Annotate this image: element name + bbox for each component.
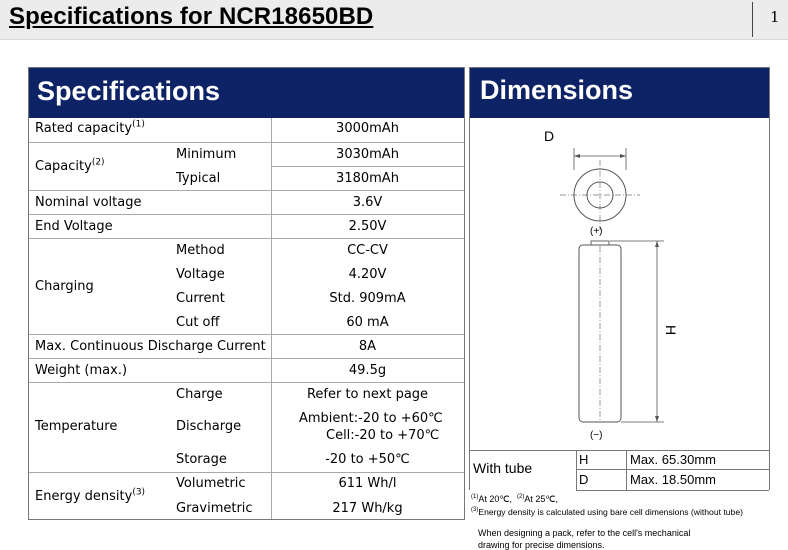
- end-voltage-value: 2.50V: [348, 219, 387, 234]
- row-divider: [29, 238, 464, 239]
- weight-label: Weight (max.): [35, 363, 128, 378]
- row-divider: [29, 382, 464, 383]
- charging-label: Charging: [35, 279, 94, 294]
- charging-current-label: Current: [176, 291, 225, 306]
- footnote-3: $^{(3)}$Energy density is calculated using bare cell dimensions (without tube): [471, 507, 743, 517]
- subrow-divider: [271, 166, 464, 167]
- nominal-voltage-label: Nominal voltage: [35, 195, 142, 210]
- h-arrowhead-top: [655, 241, 659, 247]
- row-divider: [29, 214, 464, 215]
- energy-volumetric-value: 611 Wh/l: [338, 476, 397, 491]
- tube-table-divider-1: [576, 450, 577, 491]
- energy-density-label: Energy density$^{(3)}$: [35, 487, 146, 504]
- charging-cutoff-label: Cut off: [176, 315, 220, 330]
- title-divider: [752, 2, 753, 37]
- positive-terminal-cap: [591, 241, 609, 245]
- capacity-typical-label: Typical: [176, 171, 221, 186]
- h-key: H: [579, 452, 589, 467]
- row-divider: [29, 142, 464, 143]
- tube-table-divider-2: [626, 450, 627, 491]
- temperature-label: Temperature: [35, 419, 118, 434]
- title-bar: [0, 0, 788, 40]
- dimensions-header: [470, 68, 769, 118]
- energy-gravimetric-value: 217 Wh/kg: [332, 501, 403, 516]
- charging-method-value: CC-CV: [347, 243, 388, 258]
- row-divider: [29, 334, 464, 335]
- dimensions-panel: [469, 67, 770, 490]
- with-tube-label: With tube: [473, 460, 533, 476]
- negative-terminal-label: (−): [590, 430, 603, 441]
- rated-capacity-value: 3000mAh: [336, 121, 399, 136]
- charging-voltage-label: Voltage: [176, 267, 225, 282]
- h-label: H: [663, 325, 679, 336]
- row-divider: [29, 190, 464, 191]
- temperature-discharge-label: Discharge: [176, 419, 242, 434]
- capacity-minimum-value: 3030mAh: [336, 147, 399, 162]
- page-title: Specifications for NCR18650BD: [9, 3, 374, 30]
- d-value: Max. 18.50mm: [630, 472, 716, 487]
- temperature-charge-value: Refer to next page: [306, 387, 429, 402]
- capacity-minimum-label: Minimum: [176, 147, 237, 162]
- rated-capacity-label: Rated capacity$^{(1)}$: [35, 119, 145, 136]
- capacity-label: Capacity$^{(2)}$: [35, 157, 105, 174]
- tube-table-bottom-border: [576, 490, 769, 491]
- temperature-storage-label: Storage: [176, 452, 227, 467]
- tube-table-top-border: [470, 450, 769, 451]
- capacity-typical-value: 3180mAh: [336, 171, 399, 186]
- specifications-header: [29, 68, 464, 118]
- energy-volumetric-label: Volumetric: [176, 476, 246, 491]
- page-number: 1: [770, 8, 780, 26]
- positive-terminal-label: (+): [590, 226, 603, 237]
- charging-voltage-value: 4.20V: [348, 267, 387, 282]
- temperature-charge-label: Charge: [176, 387, 223, 402]
- dimensions-heading: Dimensions: [480, 75, 634, 105]
- row-divider: [29, 472, 464, 473]
- footnote-1-2: $^{(1)}$At 20℃, $^{(2)}$At 25℃,: [471, 494, 558, 504]
- charging-current-value: Std. 909mA: [329, 291, 406, 306]
- h-value: Max. 65.30mm: [630, 452, 716, 467]
- d-arrowhead-right: [620, 154, 626, 158]
- max-discharge-value: 8A: [358, 339, 377, 354]
- row-divider: [29, 358, 464, 359]
- tube-table-mid-border: [576, 469, 769, 470]
- cell-drawing: [470, 118, 769, 450]
- d-key: D: [579, 472, 589, 487]
- specifications-heading: Specifications: [37, 76, 221, 106]
- temperature-discharge-cell: Cell:-20 to +70℃: [326, 428, 440, 443]
- charging-method-label: Method: [176, 243, 225, 258]
- h-arrowhead-bottom: [655, 416, 659, 422]
- d-arrowhead-left: [574, 154, 580, 158]
- weight-value: 49.5g: [348, 363, 387, 378]
- max-discharge-label: Max. Continuous Discharge Current: [35, 339, 266, 354]
- charging-cutoff-value: 60 mA: [346, 315, 389, 330]
- design-note-line-1: When designing a pack, refer to the cell's mechanical: [478, 528, 691, 538]
- design-note-line-2: drawing for precise dimensions.: [478, 540, 605, 550]
- end-voltage-label: End Voltage: [35, 219, 113, 234]
- temperature-storage-value: -20 to +50℃: [325, 452, 410, 467]
- energy-gravimetric-label: Gravimetric: [176, 501, 253, 516]
- specifications-table: [28, 67, 465, 520]
- nominal-voltage-value: 3.6V: [352, 195, 383, 210]
- temperature-discharge-ambient: Ambient:-20 to +60℃: [299, 411, 443, 426]
- d-label: D: [544, 128, 555, 144]
